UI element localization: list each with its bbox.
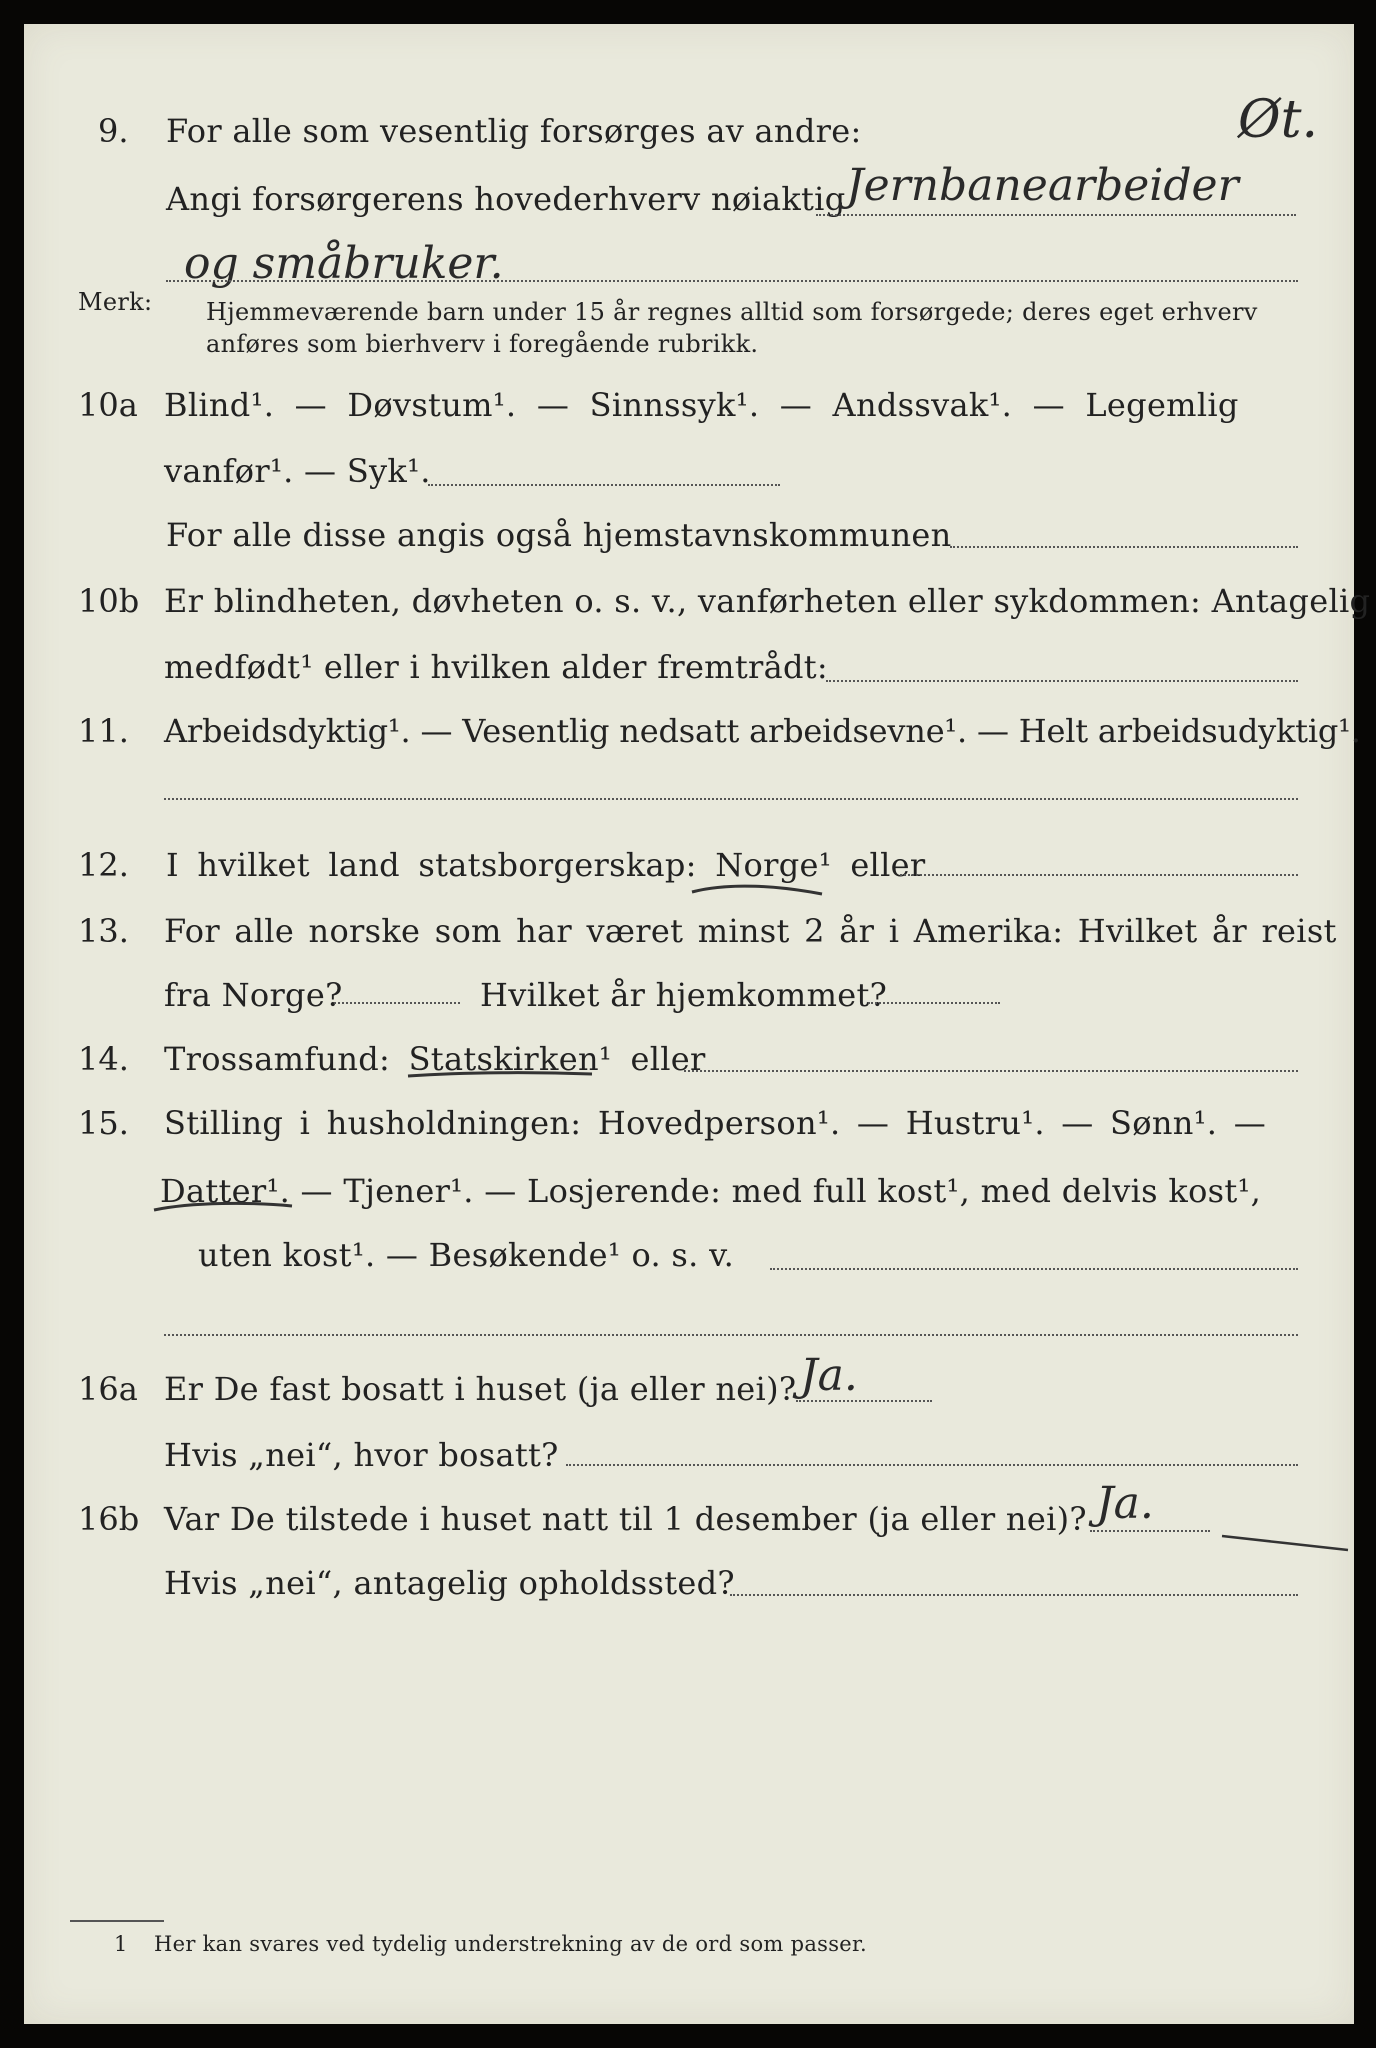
q9-question-line2: Angi forsørgerens hovederhverv nøiaktig <box>166 180 846 218</box>
merk-text-line1: Hjemmeværende barn under 15 år regnes alltid som forsørgede; deres eget erhverv <box>206 298 1258 326</box>
q16a-question-line2: Hvis „nei“, hvor bosatt? <box>164 1436 559 1474</box>
q9-answer-line1 <box>816 214 1296 216</box>
q11-answer-line <box>164 798 1298 800</box>
q9-corner-handwritten-mark: Øt. <box>1238 90 1319 150</box>
merk-text-line2: anføres som bierhverv i foregående rubrikk. <box>206 330 759 358</box>
q12-question-line1: I hvilket land statsborgerskap: Norge¹ eller <box>166 846 926 884</box>
q13-answer-year-returned <box>868 1002 1000 1004</box>
q16a-handwritten-answer: Ja. <box>800 1350 858 1401</box>
q14-underline-statskirken <box>406 1066 606 1086</box>
q13-answer-year-left <box>334 1002 460 1004</box>
q12-underline-norge <box>690 880 830 910</box>
q10a-answer-line2 <box>950 546 1298 548</box>
q16a-number: 16a <box>78 1370 138 1408</box>
q15-answer-line1 <box>770 1268 1298 1270</box>
footnote-rule <box>70 1920 164 1922</box>
q16a-answer-line <box>796 1400 932 1402</box>
q11-number: 11. <box>78 712 129 750</box>
q10b-question-line1: Er blindheten, døvheten o. s. v., vanførheten eller sykdommen: Antagelig <box>164 582 1371 620</box>
q16b-number: 16b <box>78 1500 140 1538</box>
q14-number: 14. <box>78 1040 129 1078</box>
q13-number: 13. <box>78 912 129 950</box>
q12-number: 12. <box>78 846 129 884</box>
q15-question-line3: uten kost¹. — Besøkende¹ o. s. v. <box>198 1236 735 1274</box>
q10b-question-line2: medfødt¹ eller i hvilken alder fremtrådt: <box>164 648 828 686</box>
merk-label: Merk: <box>78 288 153 316</box>
q16a-question-line1: Er De fast bosatt i huset (ja eller nei)? <box>164 1370 797 1408</box>
q15-question-line2: Datter¹. — Tjener¹. — Losjerende: med full kost¹, med delvis kost¹, <box>160 1172 1262 1210</box>
q16b-pen-stroke <box>1220 1534 1350 1554</box>
q9-question-line1: For alle som vesentlig forsørges av andre: <box>166 112 862 150</box>
footnote-marker: 1 <box>114 1932 128 1956</box>
footnote-text: Her kan svares ved tydelig understrekning av de ord som passer. <box>154 1932 868 1956</box>
q13-question-line1: For alle norske som har været minst 2 år i Amerika: Hvilket år reist <box>164 912 1337 950</box>
q11-question-line1: Arbeidsdyktig¹. — Vesentlig nedsatt arbeidsevne¹. — Helt arbeidsudyktig¹. <box>164 712 1361 750</box>
q16b-question-line2: Hvis „nei“, antagelig opholdssted? <box>164 1564 735 1602</box>
q10b-number: 10b <box>78 582 140 620</box>
q16b-residence-line <box>730 1594 1298 1596</box>
q9-handwritten-answer-line1: Jernbanearbeider <box>846 160 1239 211</box>
q10a-question-line1: Blind¹. — Døvstum¹. — Sinnssyk¹. — Andssvak¹. — Legemlig <box>164 386 1239 424</box>
q12-answer-line <box>900 874 1298 876</box>
q10a-question-line3: For alle disse angis også hjemstavnskommunen <box>166 516 952 554</box>
q9-number: 9. <box>98 112 129 150</box>
q15-question-line1: Stilling i husholdningen: Hovedperson¹. — Hustru¹. — Sønn¹. — <box>164 1104 1267 1142</box>
q15-number: 15. <box>78 1104 129 1142</box>
q10a-question-line2: vanfør¹. — Syk¹. <box>164 452 431 490</box>
q15-underline-datter <box>152 1196 302 1220</box>
q16b-handwritten-answer: Ja. <box>1096 1478 1154 1529</box>
q9-answer-line2 <box>166 280 1298 282</box>
q15-answer-line2 <box>164 1334 1298 1336</box>
q10a-number: 10a <box>78 386 138 424</box>
q16a-residence-line <box>566 1464 1298 1466</box>
q13-question-line2b: Hvilket år hjemkommet? <box>480 976 888 1014</box>
q9-handwritten-answer-line2: og småbruker. <box>184 238 504 289</box>
q16b-question-line1: Var De tilstede i huset natt til 1 desember (ja eller nei)? <box>164 1500 1087 1538</box>
q14-answer-line <box>684 1070 1298 1072</box>
q13-question-line2a: fra Norge? <box>164 976 343 1014</box>
q14-question-line1: Trossamfund: Statskirken¹ eller <box>164 1040 706 1078</box>
q16b-answer-line <box>1090 1530 1210 1532</box>
q10a-answer-line1 <box>428 484 780 486</box>
q10b-answer-line <box>826 680 1298 682</box>
